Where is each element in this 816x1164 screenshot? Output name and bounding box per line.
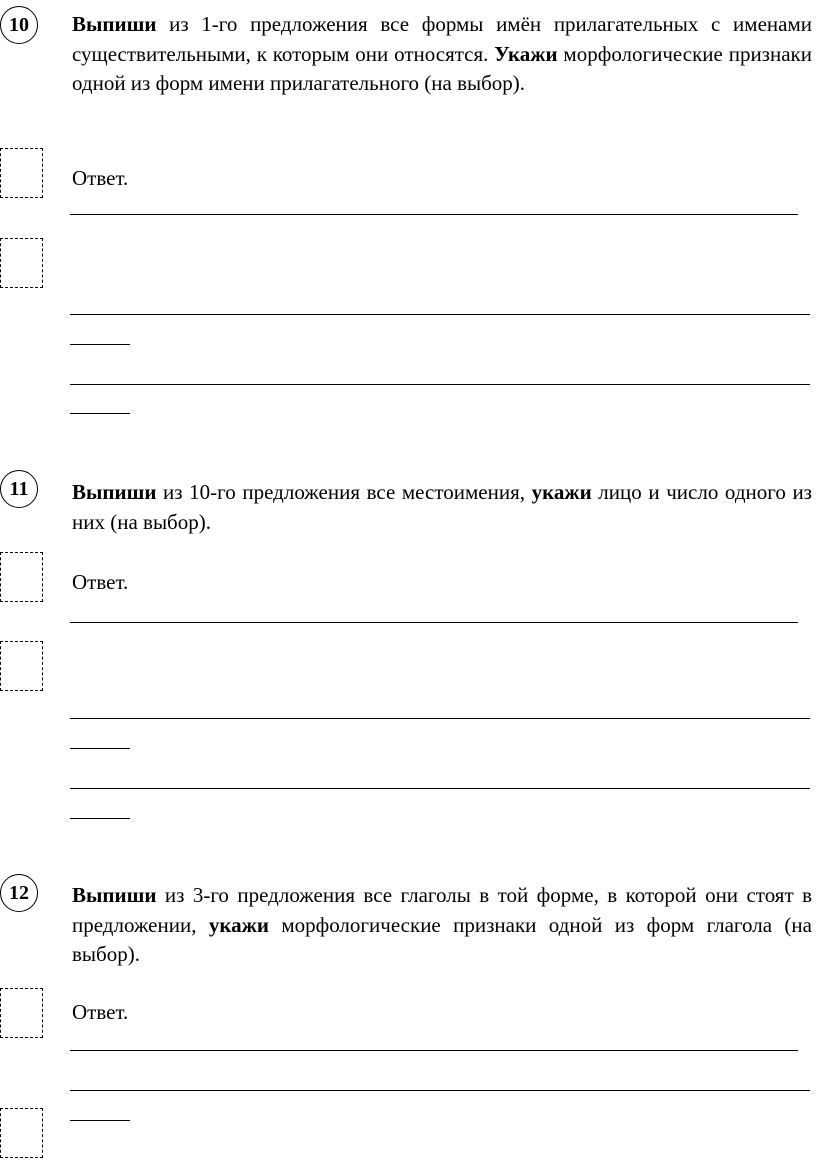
answer-line[interactable] [70,384,810,385]
answer-score-box[interactable] [0,1108,43,1158]
task-verb: Выпиши [72,12,157,36]
task-text-part: морфологические признаки одной из форм глагола (на выбор). [72,912,812,966]
task-verb: Выпиши [72,883,157,907]
answer-score-box[interactable] [0,148,43,198]
task-text-part: из 1-го предложения все формы имён прилагательных с именами существительными, к которым они относятся. [72,12,812,66]
answer-line-end[interactable] [70,748,130,749]
task-text-part: из 10-го предложения все местоимения, [156,480,532,504]
answer-line[interactable] [70,788,810,789]
answer-score-box[interactable] [0,641,43,691]
answer-score-box[interactable] [0,238,43,288]
answer-line[interactable] [70,718,810,719]
answer-label: Ответ. [72,1000,129,1024]
task-text-part: из 3-го предложения все глаголы в той форме, в которой они стоят в предложении, [72,883,812,937]
answer-line[interactable] [70,622,798,623]
answer-score-box[interactable] [0,552,43,602]
answer-label: Ответ. [72,166,129,190]
answer-line-end[interactable] [70,344,130,345]
task-number-badge: 12 [0,874,38,912]
answer-line-end[interactable] [70,1120,130,1121]
task-text [72,478,812,537]
answer-line[interactable] [70,214,798,215]
answer-line[interactable] [70,1050,798,1051]
answer-score-box[interactable] [0,988,43,1038]
answer-label: Ответ. [72,570,129,594]
answer-line-end[interactable] [70,818,130,819]
task-verb: Выпиши [72,480,157,504]
task-verb: Укажи [494,41,558,66]
task-text [72,881,812,970]
task-number-badge: 11 [0,470,38,508]
answer-line[interactable] [70,1090,810,1091]
task-verb: укажи [208,912,269,937]
answer-line-end[interactable] [70,413,130,414]
task-text-part: морфологические признаки одной из форм имени прилагательного (на выбор). [72,41,812,95]
answer-line[interactable] [70,314,810,315]
task-verb: укажи [531,480,592,504]
task-text-part: лицо и число одного из них (на выбор). [72,480,812,534]
task-number-badge: 10 [0,6,38,44]
task-text [72,10,812,99]
